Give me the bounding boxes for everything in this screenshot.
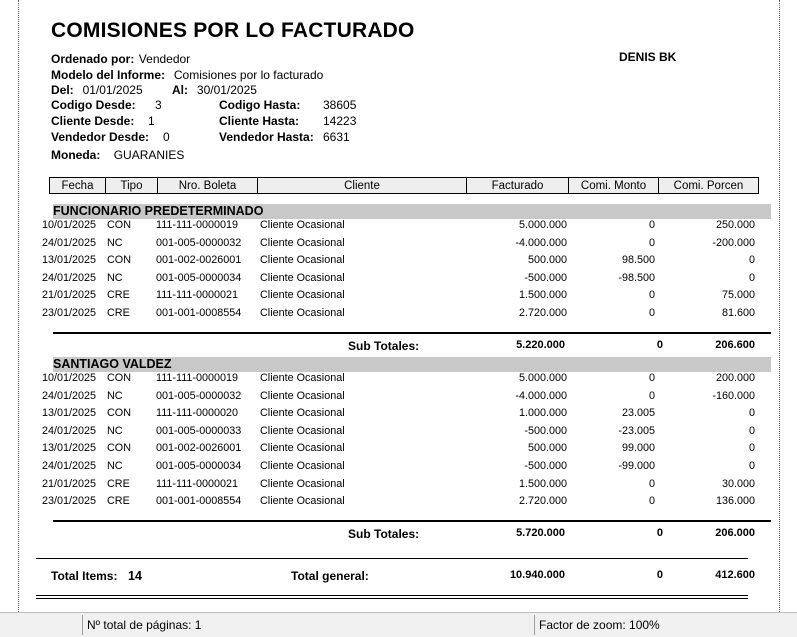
total-items-value: 14 bbox=[128, 569, 142, 583]
subtotal-value: 0 bbox=[656, 338, 663, 351]
footer-line-1 bbox=[36, 595, 748, 596]
table-cell: 23/01/2025 bbox=[41, 307, 96, 319]
table-row bbox=[19, 460, 781, 477]
table-cell: 13/01/2025 bbox=[41, 254, 96, 267]
table-cell: Cliente Ocasional bbox=[260, 289, 345, 302]
total-comi-porcen: 412.600 bbox=[715, 569, 755, 581]
table-cell: -99.000 bbox=[618, 460, 655, 472]
table-cell: 21/01/2025 bbox=[41, 289, 96, 302]
moneda-label: Moneda: bbox=[51, 148, 101, 162]
table-cell: Cliente Ocasional bbox=[260, 219, 345, 231]
table-cell: Cliente Ocasional bbox=[260, 442, 345, 455]
table-cell: 111-111-0000021 bbox=[156, 289, 239, 302]
table-row bbox=[19, 237, 781, 254]
table-cell: CRE bbox=[107, 477, 130, 490]
table-row bbox=[19, 390, 781, 407]
table-cell: 001-002-0026001 bbox=[156, 254, 242, 267]
group-header: FUNCIONARIO PREDETERMINADO bbox=[53, 204, 771, 219]
col-header-tipo: Tipo bbox=[106, 177, 158, 194]
subtotal-divider bbox=[53, 520, 771, 522]
status-zoom: Factor de zoom: 100% bbox=[539, 618, 660, 632]
col-header-nro-boleta: Nro. Boleta bbox=[158, 177, 258, 194]
total-items-label: Total Items: bbox=[51, 569, 118, 583]
table-cell: -4.000.000 bbox=[515, 236, 567, 249]
table-cell: Cliente Ocasional bbox=[260, 307, 345, 319]
table-cell: Cliente Ocasional bbox=[260, 495, 345, 508]
table-cell: 75.000 bbox=[721, 289, 755, 302]
cliente-desde-label: Cliente Desde: bbox=[51, 114, 135, 128]
total-facturado: 10.940.000 bbox=[509, 569, 565, 581]
cliente-desde-value: 1 bbox=[148, 114, 155, 128]
table-cell: 21/01/2025 bbox=[41, 477, 96, 490]
table-cell: CON bbox=[107, 407, 131, 420]
table-cell: NC bbox=[107, 460, 123, 472]
ordenado-value: Vendedor bbox=[138, 52, 191, 66]
total-general-label: Total general: bbox=[291, 569, 369, 583]
table-row bbox=[19, 307, 781, 324]
table-cell: Cliente Ocasional bbox=[260, 236, 345, 249]
table-row bbox=[19, 254, 781, 271]
table-cell: 111-111-0000019 bbox=[156, 372, 239, 384]
table-cell: 1.500.000 bbox=[518, 289, 567, 302]
table-cell: 001-005-0000034 bbox=[156, 460, 242, 472]
status-bar bbox=[0, 612, 797, 637]
table-cell: 001-005-0000034 bbox=[156, 271, 242, 284]
table-cell: 99.000 bbox=[621, 442, 655, 455]
table-cell: 0 bbox=[648, 289, 655, 302]
table-cell: 0 bbox=[648, 372, 655, 384]
codigo-hasta-label: Codigo Hasta: bbox=[219, 98, 301, 112]
table-cell: Cliente Ocasional bbox=[260, 389, 345, 402]
table-cell: 0 bbox=[648, 389, 655, 402]
codigo-desde-label: Codigo Desde: bbox=[51, 98, 136, 112]
table-cell: 23/01/2025 bbox=[41, 495, 96, 508]
table-cell: 001-001-0008554 bbox=[156, 495, 242, 508]
table-cell: -160.000 bbox=[712, 389, 755, 402]
table-cell: 0 bbox=[748, 407, 755, 420]
table-cell: Cliente Ocasional bbox=[260, 460, 345, 472]
col-header-comi-monto: Comi. Monto bbox=[569, 177, 659, 194]
totals-divider bbox=[36, 558, 748, 559]
table-cell: NC bbox=[107, 424, 123, 437]
moneda-value: GUARANIES bbox=[113, 148, 185, 162]
table-row bbox=[19, 442, 781, 459]
total-comi-monto: 0 bbox=[656, 569, 663, 581]
table-cell: 1.000.000 bbox=[518, 407, 567, 420]
table-cell: 30.000 bbox=[721, 477, 755, 490]
table-cell: 0 bbox=[648, 495, 655, 508]
table-cell: 24/01/2025 bbox=[41, 424, 96, 437]
table-cell: -4.000.000 bbox=[515, 389, 567, 402]
table-cell: CRE bbox=[107, 289, 130, 302]
subtotal-value: 5.220.000 bbox=[516, 338, 565, 351]
table-cell: CON bbox=[107, 254, 131, 267]
table-cell: 0 bbox=[648, 477, 655, 490]
table-cell: 0 bbox=[748, 271, 755, 284]
table-cell: CON bbox=[107, 372, 131, 384]
table-cell: 5.000.000 bbox=[518, 372, 567, 384]
table-cell: CRE bbox=[107, 495, 130, 508]
table-row bbox=[19, 407, 781, 424]
table-cell: 2.720.000 bbox=[518, 307, 567, 319]
table-cell: -23.005 bbox=[618, 424, 655, 437]
cliente-hasta-label: Cliente Hasta: bbox=[219, 114, 300, 128]
del-value: 01/01/2025 bbox=[82, 83, 143, 97]
table-cell: 2.720.000 bbox=[518, 495, 567, 508]
al-value: 30/01/2025 bbox=[196, 83, 257, 97]
table-cell: 24/01/2025 bbox=[41, 236, 96, 249]
table-cell: 0 bbox=[648, 219, 655, 231]
col-header-fecha: Fecha bbox=[49, 177, 106, 194]
vendedor-hasta-label: Vendedor Hasta: bbox=[219, 130, 314, 144]
moneda-line bbox=[51, 146, 184, 164]
status-page-count: Nº total de páginas: 1 bbox=[87, 618, 202, 632]
table-cell: -500.000 bbox=[524, 424, 567, 437]
table-cell: 0 bbox=[748, 424, 755, 437]
subtotal-label: Sub Totales: bbox=[348, 526, 420, 541]
codigo-hasta-value: 38605 bbox=[323, 98, 357, 112]
table-cell: Cliente Ocasional bbox=[260, 477, 345, 490]
table-row bbox=[19, 289, 781, 306]
table-cell: Cliente Ocasional bbox=[260, 372, 345, 384]
modelo-value: Comisiones por lo facturado bbox=[173, 68, 324, 82]
table-row bbox=[19, 495, 781, 512]
table-cell: 98.500 bbox=[621, 254, 655, 267]
vendedor-hasta-value: 6631 bbox=[323, 130, 350, 144]
subtotal-value: 0 bbox=[656, 526, 663, 539]
report-title: COMISIONES POR LO FACTURADO bbox=[51, 19, 415, 42]
ordenado-label: Ordenado por: bbox=[51, 52, 135, 66]
table-cell: 001-005-0000032 bbox=[156, 236, 242, 249]
table-cell: 111-111-0000021 bbox=[156, 477, 239, 490]
cliente-hasta-value: 14223 bbox=[323, 114, 357, 128]
table-cell: 001-005-0000033 bbox=[156, 424, 242, 437]
al-label: Al: bbox=[172, 83, 188, 97]
subtotal-value: 206.000 bbox=[715, 526, 755, 539]
table-cell: CON bbox=[107, 442, 131, 455]
codigo-desde-value: 3 bbox=[155, 98, 162, 112]
table-cell: Cliente Ocasional bbox=[260, 254, 345, 267]
table-cell: NC bbox=[107, 236, 123, 249]
col-header-facturado: Facturado bbox=[467, 177, 569, 194]
table-row bbox=[19, 478, 781, 495]
table-cell: -98.500 bbox=[618, 271, 655, 284]
table-cell: 1.500.000 bbox=[518, 477, 567, 490]
table-cell: 111-111-0000019 bbox=[156, 219, 239, 231]
table-cell: 001-002-0026001 bbox=[156, 442, 242, 455]
del-line bbox=[51, 81, 143, 99]
table-cell: 24/01/2025 bbox=[41, 460, 96, 472]
table-cell: 24/01/2025 bbox=[41, 271, 96, 284]
modelo-label: Modelo del Informe: bbox=[51, 68, 165, 82]
table-cell: NC bbox=[107, 271, 123, 284]
col-header-comi-porcen: Comi. Porcen bbox=[659, 177, 759, 194]
subtotal-value: 5.720.000 bbox=[516, 526, 565, 539]
table-cell: 250.000 bbox=[715, 219, 755, 231]
table-row bbox=[19, 425, 781, 442]
table-cell: 10/01/2025 bbox=[41, 372, 96, 384]
table-cell: CRE bbox=[107, 307, 130, 319]
col-header-cliente: Cliente bbox=[258, 177, 467, 194]
al-line bbox=[172, 81, 257, 99]
report-page bbox=[18, 0, 780, 612]
table-cell: -500.000 bbox=[524, 460, 567, 472]
subtotal-label: Sub Totales: bbox=[348, 338, 420, 353]
table-cell: 81.600 bbox=[721, 307, 755, 319]
footer-line-2 bbox=[36, 598, 748, 599]
table-cell: 500.000 bbox=[527, 442, 567, 455]
table-cell: 111-111-0000020 bbox=[156, 407, 239, 420]
table-cell: 001-001-0008554 bbox=[156, 307, 242, 319]
table-cell: 10/01/2025 bbox=[41, 219, 96, 231]
table-cell: 0 bbox=[748, 254, 755, 267]
table-cell: 5.000.000 bbox=[518, 219, 567, 231]
subtotal-divider bbox=[53, 332, 771, 334]
table-cell: CON bbox=[107, 219, 131, 231]
table-cell: 13/01/2025 bbox=[41, 442, 96, 455]
table-cell: Cliente Ocasional bbox=[260, 424, 345, 437]
table-cell: 24/01/2025 bbox=[41, 389, 96, 402]
vendedor-desde-label: Vendedor Desde: bbox=[51, 130, 150, 144]
table-cell: 001-005-0000032 bbox=[156, 389, 242, 402]
table-row bbox=[19, 219, 781, 236]
table-cell: 0 bbox=[648, 307, 655, 319]
table-cell: Cliente Ocasional bbox=[260, 271, 345, 284]
del-label: Del: bbox=[51, 83, 74, 97]
table-cell: 13/01/2025 bbox=[41, 407, 96, 420]
table-cell: 0 bbox=[748, 442, 755, 455]
vendedor-desde-value: 0 bbox=[163, 130, 170, 144]
table-cell: -500.000 bbox=[524, 271, 567, 284]
table-cell: 200.000 bbox=[715, 372, 755, 384]
table-cell: 0 bbox=[748, 460, 755, 472]
table-cell: 500.000 bbox=[527, 254, 567, 267]
table-row bbox=[19, 372, 781, 389]
company-name: DENIS BK bbox=[619, 50, 677, 64]
table-cell: NC bbox=[107, 389, 123, 402]
table-cell: 0 bbox=[648, 236, 655, 249]
subtotal-value: 206.600 bbox=[715, 338, 755, 351]
table-cell: 136.000 bbox=[715, 495, 755, 508]
table-cell: 23.005 bbox=[621, 407, 655, 420]
group-header: SANTIAGO VALDEZ bbox=[53, 357, 771, 372]
table-row bbox=[19, 272, 781, 289]
table-cell: Cliente Ocasional bbox=[260, 407, 345, 420]
table-cell: -200.000 bbox=[712, 236, 755, 249]
